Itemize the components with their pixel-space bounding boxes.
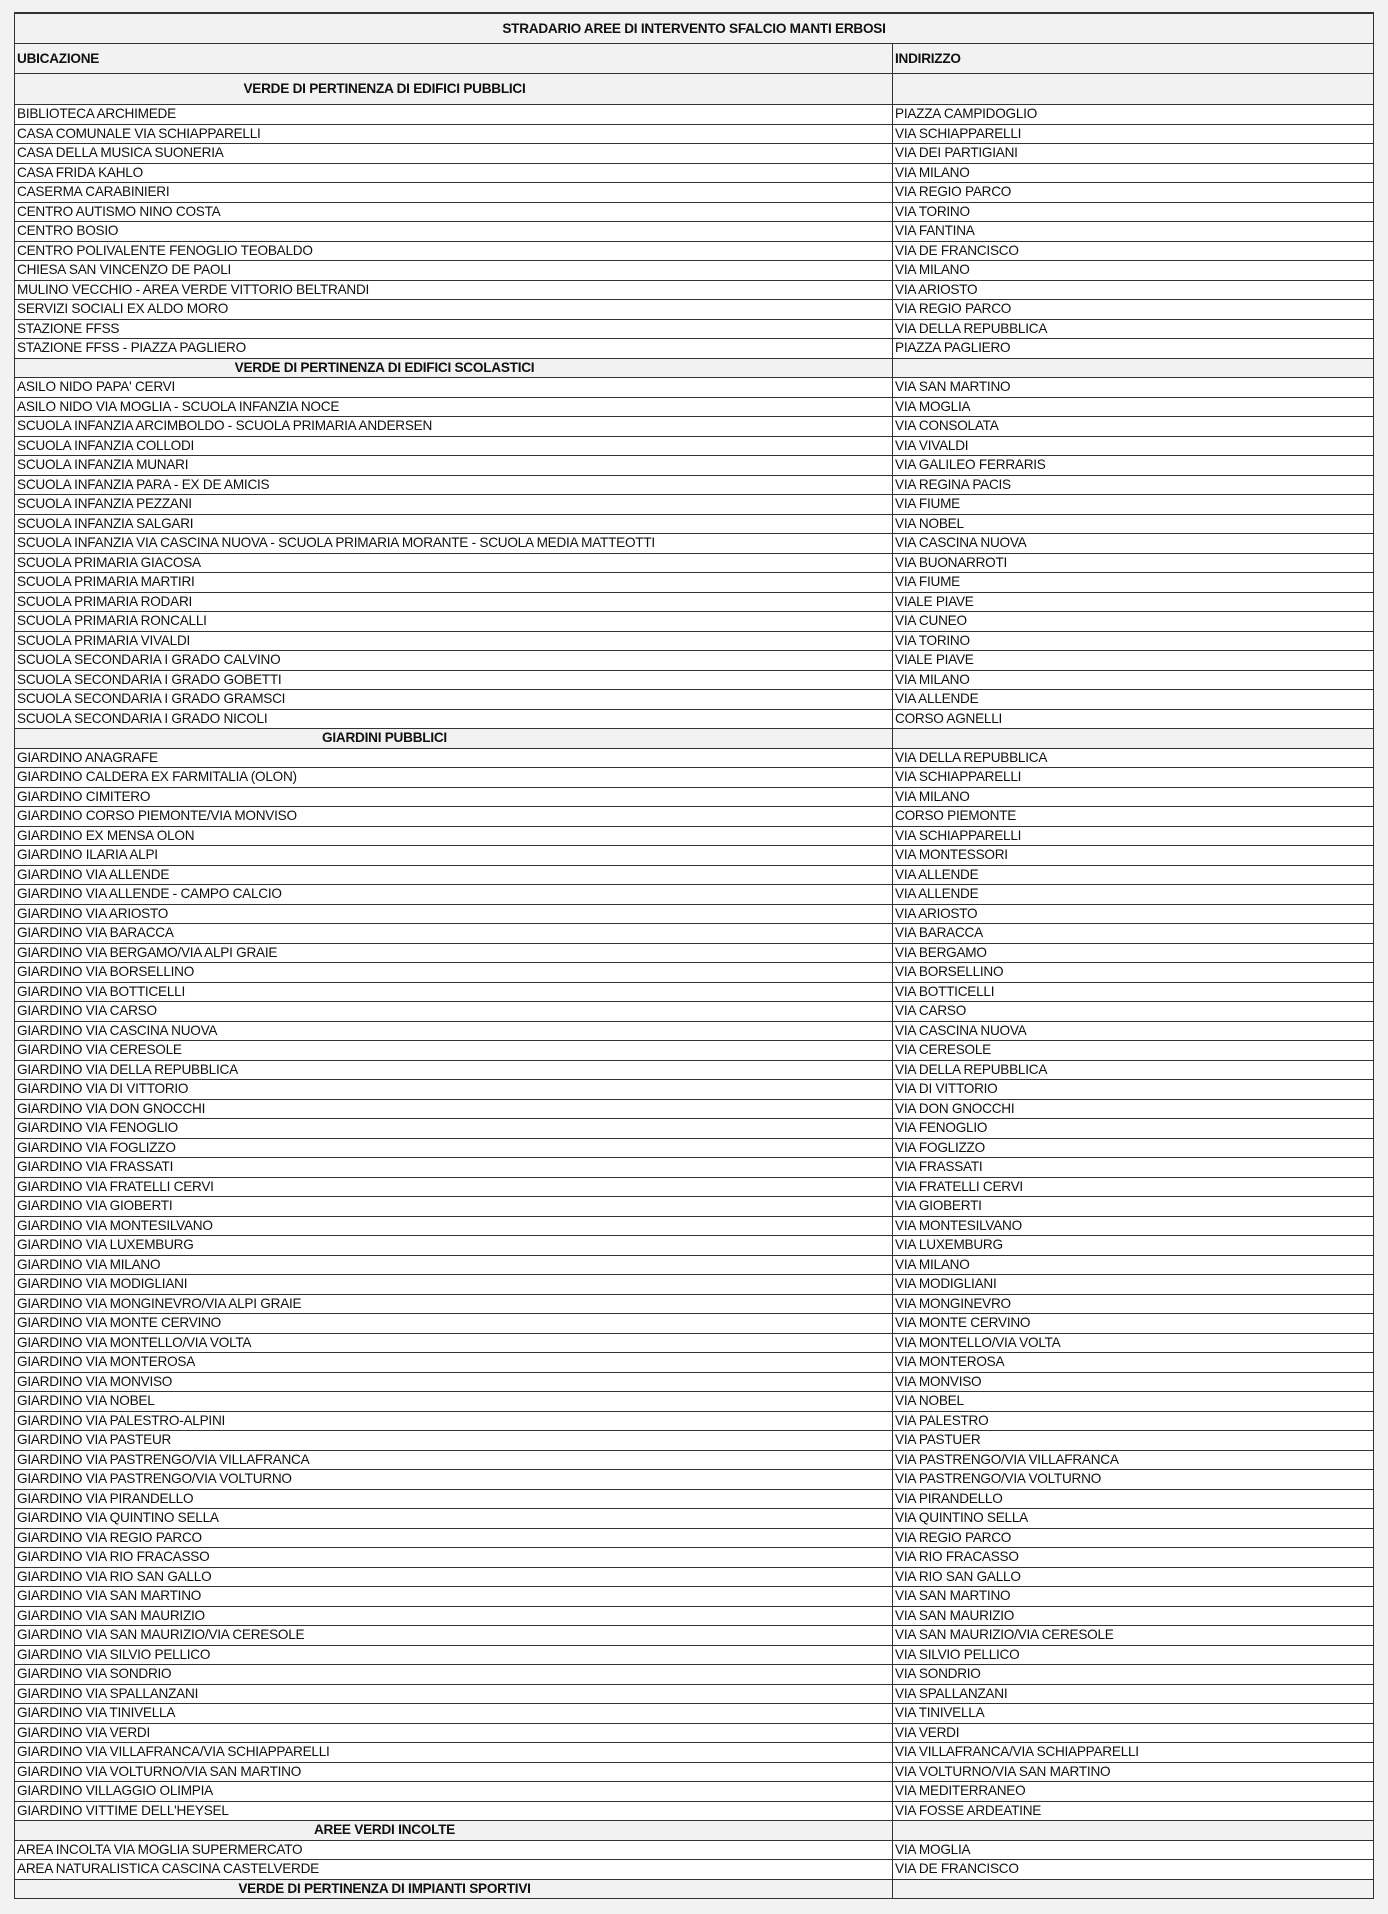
indirizzo-cell: VIA BERGAMO (893, 943, 1374, 963)
indirizzo-cell: VIA CASCINA NUOVA (893, 534, 1374, 554)
indirizzo-cell: VIA ARIOSTO (893, 904, 1374, 924)
table-row (15, 1431, 1374, 1451)
section-label: VERDE DI PERTINENZA DI EDIFICI PUBBLICI (15, 74, 893, 105)
section-empty-cell (893, 729, 1374, 749)
ubicazione-cell: GIARDINO VIA ALLENDE (15, 865, 893, 885)
table-row (15, 1255, 1374, 1275)
ubicazione-cell: GIARDINO VIA ALLENDE - CAMPO CALCIO (15, 885, 893, 905)
table-row (15, 690, 1374, 710)
section-empty-cell (893, 358, 1374, 378)
ubicazione-cell: CENTRO POLIVALENTE FENOGLIO TEOBALDO (15, 241, 893, 261)
ubicazione-cell: BIBLIOTECA ARCHIMEDE (15, 105, 893, 125)
indirizzo-cell: VIA VERDI (893, 1723, 1374, 1743)
indirizzo-cell: VIA QUINTINO SELLA (893, 1509, 1374, 1529)
ubicazione-cell: GIARDINO VIA PASTRENGO/VIA VILLAFRANCA (15, 1450, 893, 1470)
ubicazione-cell: GIARDINO VIA PASTEUR (15, 1431, 893, 1451)
ubicazione-cell: AREA NATURALISTICA CASCINA CASTELVERDE (15, 1860, 893, 1880)
ubicazione-cell: GIARDINO VIA FRASSATI (15, 1158, 893, 1178)
table-row (15, 1509, 1374, 1529)
indirizzo-cell: VIA BOTTICELLI (893, 982, 1374, 1002)
ubicazione-cell: GIARDINO VIA FOGLIZZO (15, 1138, 893, 1158)
table-row (15, 1119, 1374, 1139)
indirizzo-cell: VIA FIUME (893, 495, 1374, 515)
table-row (15, 787, 1374, 807)
table-row (15, 1723, 1374, 1743)
indirizzo-cell: VIA MEDITERRANEO (893, 1782, 1374, 1802)
indirizzo-cell: VIA MONTESSORI (893, 846, 1374, 866)
table-row (15, 163, 1374, 183)
table-row (15, 1216, 1374, 1236)
indirizzo-cell: VIA DI VITTORIO (893, 1080, 1374, 1100)
indirizzo-cell: VIA MONTE CERVINO (893, 1314, 1374, 1334)
indirizzo-cell: VIA NOBEL (893, 514, 1374, 534)
indirizzo-cell: PIAZZA CAMPIDOGLIO (893, 105, 1374, 125)
table-row (15, 1411, 1374, 1431)
indirizzo-cell: VIA TINIVELLA (893, 1704, 1374, 1724)
ubicazione-cell: GIARDINO VIA MONGINEVRO/VIA ALPI GRAIE (15, 1294, 893, 1314)
table-row (15, 144, 1374, 164)
table-row (15, 826, 1374, 846)
ubicazione-cell: GIARDINO VIA MONVISO (15, 1372, 893, 1392)
indirizzo-cell: VIA PASTRENGO/VIA VILLAFRANCA (893, 1450, 1374, 1470)
table-row (15, 514, 1374, 534)
table-row (15, 924, 1374, 944)
title-row (15, 13, 1374, 44)
indirizzo-cell: VIA MONTEROSA (893, 1353, 1374, 1373)
indirizzo-cell: VIA FRATELLI CERVI (893, 1177, 1374, 1197)
table-row (15, 1236, 1374, 1256)
indirizzo-cell: VIA DE FRANCISCO (893, 1860, 1374, 1880)
table-row (15, 1840, 1374, 1860)
indirizzo-cell: VIA MILANO (893, 163, 1374, 183)
indirizzo-cell: CORSO AGNELLI (893, 709, 1374, 729)
ubicazione-cell: GIARDINO VIA NOBEL (15, 1392, 893, 1412)
ubicazione-cell: CHIESA SAN VINCENZO DE PAOLI (15, 261, 893, 281)
ubicazione-cell: GIARDINO VIA MONTEROSA (15, 1353, 893, 1373)
ubicazione-cell: SCUOLA SECONDARIA I GRADO NICOLI (15, 709, 893, 729)
indirizzo-cell: VIA SCHIAPPARELLI (893, 826, 1374, 846)
section-empty-cell (893, 1879, 1374, 1899)
ubicazione-cell: GIARDINO VIA QUINTINO SELLA (15, 1509, 893, 1529)
indirizzo-cell: VIA MOGLIA (893, 1840, 1374, 1860)
ubicazione-cell: CENTRO AUTISMO NINO COSTA (15, 202, 893, 222)
indirizzo-cell: VIA TORINO (893, 631, 1374, 651)
table-row (15, 592, 1374, 612)
table-row (15, 534, 1374, 554)
ubicazione-cell: GIARDINO VIA GIOBERTI (15, 1197, 893, 1217)
table-row (15, 846, 1374, 866)
section-label: VERDE DI PERTINENZA DI IMPIANTI SPORTIVI (15, 1879, 893, 1899)
ubicazione-cell: SCUOLA SECONDARIA I GRADO GRAMSCI (15, 690, 893, 710)
table-row (15, 1021, 1374, 1041)
table-row (15, 885, 1374, 905)
table-row (15, 1177, 1374, 1197)
ubicazione-cell: GIARDINO VIA SONDRIO (15, 1665, 893, 1685)
indirizzo-cell: VIA PALESTRO (893, 1411, 1374, 1431)
table-row (15, 865, 1374, 885)
indirizzo-cell: VIA DON GNOCCHI (893, 1099, 1374, 1119)
header-row (15, 44, 1374, 74)
indirizzo-cell: VIA MONVISO (893, 1372, 1374, 1392)
ubicazione-cell: SCUOLA PRIMARIA MARTIRI (15, 573, 893, 593)
stradario-table (14, 12, 1374, 1899)
indirizzo-cell: VIA CONSOLATA (893, 417, 1374, 437)
ubicazione-cell: SCUOLA INFANZIA PARA - EX DE AMICIS (15, 475, 893, 495)
ubicazione-cell: CENTRO BOSIO (15, 222, 893, 242)
table-row (15, 456, 1374, 476)
ubicazione-cell: GIARDINO VIA CASCINA NUOVA (15, 1021, 893, 1041)
ubicazione-cell: GIARDINO VIA VERDI (15, 1723, 893, 1743)
ubicazione-cell: SCUOLA INFANZIA COLLODI (15, 436, 893, 456)
indirizzo-cell: VIA FENOGLIO (893, 1119, 1374, 1139)
ubicazione-cell: SERVIZI SOCIALI EX ALDO MORO (15, 300, 893, 320)
ubicazione-cell: SCUOLA INFANZIA MUNARI (15, 456, 893, 476)
ubicazione-cell: STAZIONE FFSS - PIAZZA PAGLIERO (15, 339, 893, 359)
indirizzo-cell: VIA REGIO PARCO (893, 183, 1374, 203)
indirizzo-cell: VIA VILLAFRANCA/VIA SCHIAPPARELLI (893, 1743, 1374, 1763)
indirizzo-cell: VIA DEI PARTIGIANI (893, 144, 1374, 164)
ubicazione-cell: MULINO VECCHIO - AREA VERDE VITTORIO BELTRANDI (15, 280, 893, 300)
table-row (15, 202, 1374, 222)
table-row (15, 1567, 1374, 1587)
ubicazione-cell: CASA COMUNALE VIA SCHIAPPARELLI (15, 124, 893, 144)
table-row (15, 1041, 1374, 1061)
indirizzo-cell: VIA PASTRENGO/VIA VOLTURNO (893, 1470, 1374, 1490)
ubicazione-cell: GIARDINO ANAGRAFE (15, 748, 893, 768)
indirizzo-cell: VIA SAN MAURIZIO/VIA CERESOLE (893, 1626, 1374, 1646)
indirizzo-cell: VIALE PIAVE (893, 592, 1374, 612)
table-row (15, 1782, 1374, 1802)
ubicazione-cell: ASILO NIDO VIA MOGLIA - SCUOLA INFANZIA NOCE (15, 397, 893, 417)
indirizzo-cell: VIA CARSO (893, 1002, 1374, 1022)
ubicazione-cell: ASILO NIDO PAPA' CERVI (15, 378, 893, 398)
ubicazione-cell: GIARDINO CALDERA EX FARMITALIA (OLON) (15, 768, 893, 788)
table-row (15, 319, 1374, 339)
table-row (15, 709, 1374, 729)
section-header-row (15, 358, 1374, 378)
table-row (15, 1665, 1374, 1685)
table-row (15, 982, 1374, 1002)
indirizzo-cell: VIA REGIO PARCO (893, 1528, 1374, 1548)
indirizzo-cell: VIA PASTUER (893, 1431, 1374, 1451)
table-row (15, 124, 1374, 144)
table-row (15, 807, 1374, 827)
ubicazione-cell: GIARDINO EX MENSA OLON (15, 826, 893, 846)
ubicazione-cell: GIARDINO VILLAGGIO OLIMPIA (15, 1782, 893, 1802)
table-row (15, 1060, 1374, 1080)
table-row (15, 1333, 1374, 1353)
ubicazione-cell: GIARDINO VIA CERESOLE (15, 1041, 893, 1061)
ubicazione-cell: SCUOLA INFANZIA SALGARI (15, 514, 893, 534)
table-row (15, 1372, 1374, 1392)
table-row (15, 378, 1374, 398)
ubicazione-cell: GIARDINO VIA CARSO (15, 1002, 893, 1022)
column-header-ubicazione: UBICAZIONE (15, 44, 893, 74)
section-header-row (15, 1821, 1374, 1841)
ubicazione-cell: GIARDINO VIA ARIOSTO (15, 904, 893, 924)
table-row (15, 943, 1374, 963)
ubicazione-cell: SCUOLA SECONDARIA I GRADO CALVINO (15, 651, 893, 671)
indirizzo-cell: VIA GALILEO FERRARIS (893, 456, 1374, 476)
table-row (15, 397, 1374, 417)
table-row (15, 495, 1374, 515)
indirizzo-cell: VIA TORINO (893, 202, 1374, 222)
indirizzo-cell: VIA LUXEMBURG (893, 1236, 1374, 1256)
ubicazione-cell: GIARDINO VIA VOLTURNO/VIA SAN MARTINO (15, 1762, 893, 1782)
ubicazione-cell: SCUOLA PRIMARIA RODARI (15, 592, 893, 612)
indirizzo-cell: VIA VIVALDI (893, 436, 1374, 456)
table-row (15, 475, 1374, 495)
ubicazione-cell: GIARDINO VIA REGIO PARCO (15, 1528, 893, 1548)
indirizzo-cell: VIA MILANO (893, 787, 1374, 807)
table-row (15, 612, 1374, 632)
indirizzo-cell: VIA MOGLIA (893, 397, 1374, 417)
indirizzo-cell: VIA DELLA REPUBBLICA (893, 319, 1374, 339)
table-row (15, 1548, 1374, 1568)
indirizzo-cell: VIA FOSSE ARDEATINE (893, 1801, 1374, 1821)
ubicazione-cell: SCUOLA INFANZIA PEZZANI (15, 495, 893, 515)
indirizzo-cell: VIA SAN MAURIZIO (893, 1606, 1374, 1626)
ubicazione-cell: GIARDINO VIA DON GNOCCHI (15, 1099, 893, 1119)
indirizzo-cell: VIA ALLENDE (893, 865, 1374, 885)
ubicazione-cell: GIARDINO VIA SAN MAURIZIO (15, 1606, 893, 1626)
table-row (15, 300, 1374, 320)
ubicazione-cell: GIARDINO VIA BERGAMO/VIA ALPI GRAIE (15, 943, 893, 963)
table-row (15, 1606, 1374, 1626)
indirizzo-cell: VIA CASCINA NUOVA (893, 1021, 1374, 1041)
ubicazione-cell: GIARDINO VIA SPALLANZANI (15, 1684, 893, 1704)
ubicazione-cell: GIARDINO VIA BARACCA (15, 924, 893, 944)
indirizzo-cell: VIA GIOBERTI (893, 1197, 1374, 1217)
indirizzo-cell: VIA BUONARROTI (893, 553, 1374, 573)
indirizzo-cell: VIA BORSELLINO (893, 963, 1374, 983)
table-row (15, 573, 1374, 593)
table-row (15, 1645, 1374, 1665)
table-row (15, 436, 1374, 456)
ubicazione-cell: GIARDINO VIA MONTELLO/VIA VOLTA (15, 1333, 893, 1353)
ubicazione-cell: CASA FRIDA KAHLO (15, 163, 893, 183)
ubicazione-cell: GIARDINO VIA LUXEMBURG (15, 1236, 893, 1256)
ubicazione-cell: GIARDINO VIA RIO FRACASSO (15, 1548, 893, 1568)
indirizzo-cell: VIA SILVIO PELLICO (893, 1645, 1374, 1665)
ubicazione-cell: GIARDINO VIA TINIVELLA (15, 1704, 893, 1724)
ubicazione-cell: GIARDINO VIA DI VITTORIO (15, 1080, 893, 1100)
indirizzo-cell: VIA ARIOSTO (893, 280, 1374, 300)
section-empty-cell (893, 1821, 1374, 1841)
ubicazione-cell: GIARDINO VIA MODIGLIANI (15, 1275, 893, 1295)
section-label: VERDE DI PERTINENZA DI EDIFICI SCOLASTICI (15, 358, 893, 378)
indirizzo-cell: VIA DELLA REPUBBLICA (893, 748, 1374, 768)
ubicazione-cell: STAZIONE FFSS (15, 319, 893, 339)
table-row (15, 1762, 1374, 1782)
indirizzo-cell: VIA ALLENDE (893, 885, 1374, 905)
ubicazione-cell: CASERMA CARABINIERI (15, 183, 893, 203)
indirizzo-cell: VIA MONTESILVANO (893, 1216, 1374, 1236)
indirizzo-cell: VIA MODIGLIANI (893, 1275, 1374, 1295)
table-row (15, 1704, 1374, 1724)
indirizzo-cell: VIA NOBEL (893, 1392, 1374, 1412)
table-row (15, 651, 1374, 671)
table-row (15, 748, 1374, 768)
ubicazione-cell: CASA DELLA MUSICA SUONERIA (15, 144, 893, 164)
ubicazione-cell: GIARDINO VIA VILLAFRANCA/VIA SCHIAPPARELLI (15, 1743, 893, 1763)
table-row (15, 670, 1374, 690)
table-row (15, 1138, 1374, 1158)
indirizzo-cell: VIA REGINA PACIS (893, 475, 1374, 495)
indirizzo-cell: VIA REGIO PARCO (893, 300, 1374, 320)
indirizzo-cell: VIA SAN MARTINO (893, 378, 1374, 398)
ubicazione-cell: GIARDINO VIA MONTESILVANO (15, 1216, 893, 1236)
table-row (15, 904, 1374, 924)
indirizzo-cell: VIA FIUME (893, 573, 1374, 593)
table-row (15, 222, 1374, 242)
table-row (15, 1294, 1374, 1314)
ubicazione-cell: SCUOLA PRIMARIA VIVALDI (15, 631, 893, 651)
ubicazione-cell: GIARDINO VIA PALESTRO-ALPINI (15, 1411, 893, 1431)
indirizzo-cell: VIA VOLTURNO/VIA SAN MARTINO (893, 1762, 1374, 1782)
ubicazione-cell: GIARDINO ILARIA ALPI (15, 846, 893, 866)
table-row (15, 1392, 1374, 1412)
indirizzo-cell: VIA PIRANDELLO (893, 1489, 1374, 1509)
table-row (15, 1450, 1374, 1470)
table-row (15, 1528, 1374, 1548)
indirizzo-cell: VIA DELLA REPUBBLICA (893, 1060, 1374, 1080)
table-row (15, 1197, 1374, 1217)
table-row (15, 1099, 1374, 1119)
table-row (15, 1470, 1374, 1490)
indirizzo-cell: VIA CUNEO (893, 612, 1374, 632)
table-row (15, 261, 1374, 281)
indirizzo-cell: VIA SCHIAPPARELLI (893, 768, 1374, 788)
ubicazione-cell: GIARDINO VIA BORSELLINO (15, 963, 893, 983)
ubicazione-cell: GIARDINO VIA MONTE CERVINO (15, 1314, 893, 1334)
section-label: GIARDINI PUBBLICI (15, 729, 893, 749)
table-row (15, 183, 1374, 203)
ubicazione-cell: GIARDINO CIMITERO (15, 787, 893, 807)
ubicazione-cell: SCUOLA INFANZIA ARCIMBOLDO - SCUOLA PRIMARIA ANDERSEN (15, 417, 893, 437)
indirizzo-cell: VIALE PIAVE (893, 651, 1374, 671)
ubicazione-cell: GIARDINO VIA SAN MAURIZIO/VIA CERESOLE (15, 1626, 893, 1646)
indirizzo-cell: VIA FOGLIZZO (893, 1138, 1374, 1158)
indirizzo-cell: VIA SAN MARTINO (893, 1587, 1374, 1607)
ubicazione-cell: GIARDINO VIA FENOGLIO (15, 1119, 893, 1139)
table-row (15, 1002, 1374, 1022)
ubicazione-cell: GIARDINO VIA DELLA REPUBBLICA (15, 1060, 893, 1080)
table-row (15, 1801, 1374, 1821)
table-row (15, 105, 1374, 125)
table-row (15, 1684, 1374, 1704)
table-row (15, 553, 1374, 573)
table-row (15, 1158, 1374, 1178)
section-header-row (15, 729, 1374, 749)
table-row (15, 1587, 1374, 1607)
table-row (15, 631, 1374, 651)
ubicazione-cell: GIARDINO VIA PIRANDELLO (15, 1489, 893, 1509)
indirizzo-cell: VIA CERESOLE (893, 1041, 1374, 1061)
indirizzo-cell: VIA RIO SAN GALLO (893, 1567, 1374, 1587)
indirizzo-cell: VIA BARACCA (893, 924, 1374, 944)
indirizzo-cell: VIA MONGINEVRO (893, 1294, 1374, 1314)
section-header-row (15, 1879, 1374, 1899)
table-row (15, 1080, 1374, 1100)
section-label: AREE VERDI INCOLTE (15, 1821, 893, 1841)
section-empty-cell (893, 74, 1374, 105)
indirizzo-cell: PIAZZA PAGLIERO (893, 339, 1374, 359)
ubicazione-cell: SCUOLA SECONDARIA I GRADO GOBETTI (15, 670, 893, 690)
indirizzo-cell: VIA DE FRANCISCO (893, 241, 1374, 261)
indirizzo-cell: VIA MONTELLO/VIA VOLTA (893, 1333, 1374, 1353)
ubicazione-cell: SCUOLA PRIMARIA RONCALLI (15, 612, 893, 632)
ubicazione-cell: SCUOLA INFANZIA VIA CASCINA NUOVA - SCUOLA PRIMARIA MORANTE - SCUOLA MEDIA MATTEOTTI (15, 534, 893, 554)
ubicazione-cell: GIARDINO VIA BOTTICELLI (15, 982, 893, 1002)
indirizzo-cell: CORSO PIEMONTE (893, 807, 1374, 827)
table-title: STRADARIO AREE DI INTERVENTO SFALCIO MANTI ERBOSI (15, 13, 1374, 44)
table-row (15, 1626, 1374, 1646)
table-row (15, 417, 1374, 437)
indirizzo-cell: VIA MILANO (893, 261, 1374, 281)
indirizzo-cell: VIA ALLENDE (893, 690, 1374, 710)
ubicazione-cell: GIARDINO VIA SILVIO PELLICO (15, 1645, 893, 1665)
indirizzo-cell: VIA RIO FRACASSO (893, 1548, 1374, 1568)
column-header-indirizzo: INDIRIZZO (893, 44, 1374, 74)
indirizzo-cell: VIA MILANO (893, 670, 1374, 690)
indirizzo-cell: VIA FANTINA (893, 222, 1374, 242)
table-row (15, 1314, 1374, 1334)
indirizzo-cell: VIA SPALLANZANI (893, 1684, 1374, 1704)
ubicazione-cell: GIARDINO VIA SAN MARTINO (15, 1587, 893, 1607)
ubicazione-cell: SCUOLA PRIMARIA GIACOSA (15, 553, 893, 573)
table-row (15, 1743, 1374, 1763)
ubicazione-cell: AREA INCOLTA VIA MOGLIA SUPERMERCATO (15, 1840, 893, 1860)
ubicazione-cell: GIARDINO VIA PASTRENGO/VIA VOLTURNO (15, 1470, 893, 1490)
ubicazione-cell: GIARDINO VIA FRATELLI CERVI (15, 1177, 893, 1197)
table-row (15, 1489, 1374, 1509)
table-row (15, 1353, 1374, 1373)
table-row (15, 1275, 1374, 1295)
table-row (15, 241, 1374, 261)
table-row (15, 963, 1374, 983)
indirizzo-cell: VIA SCHIAPPARELLI (893, 124, 1374, 144)
table-row (15, 768, 1374, 788)
ubicazione-cell: GIARDINO VIA RIO SAN GALLO (15, 1567, 893, 1587)
indirizzo-cell: VIA SONDRIO (893, 1665, 1374, 1685)
section-header-row (15, 74, 1374, 105)
indirizzo-cell: VIA FRASSATI (893, 1158, 1374, 1178)
table-row (15, 1860, 1374, 1880)
ubicazione-cell: GIARDINO VITTIME DELL'HEYSEL (15, 1801, 893, 1821)
indirizzo-cell: VIA MILANO (893, 1255, 1374, 1275)
table-row (15, 339, 1374, 359)
ubicazione-cell: GIARDINO CORSO PIEMONTE/VIA MONVISO (15, 807, 893, 827)
table-row (15, 280, 1374, 300)
ubicazione-cell: GIARDINO VIA MILANO (15, 1255, 893, 1275)
